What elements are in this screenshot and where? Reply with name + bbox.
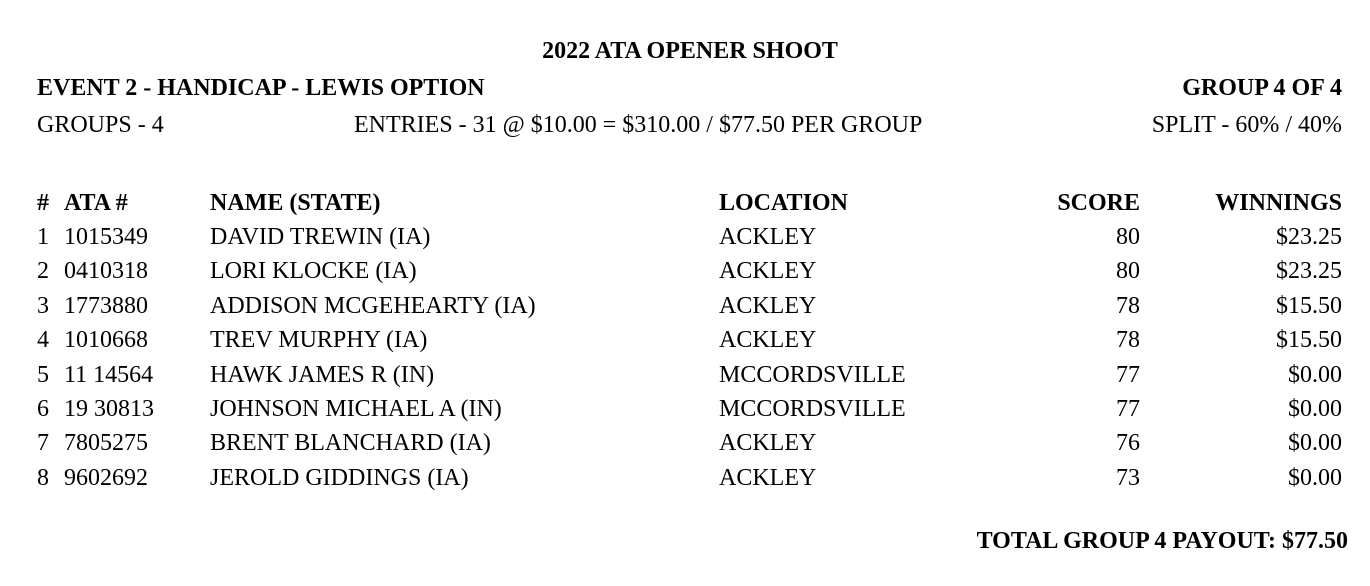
column-header-rank: # xyxy=(37,190,49,216)
table-row xyxy=(37,258,1342,292)
group-indicator: GROUP 4 OF 4 xyxy=(1182,75,1342,101)
column-header-name: NAME (STATE) xyxy=(210,190,381,216)
location-cell: MCCORDSVILLE xyxy=(719,361,906,388)
rank-cell: 3 xyxy=(37,292,49,319)
rank-cell: 2 xyxy=(37,258,49,285)
winnings-cell: $15.50 xyxy=(1276,292,1342,319)
winnings-cell: $0.00 xyxy=(1288,430,1342,457)
table-row xyxy=(37,327,1342,361)
groups-count: GROUPS - 4 xyxy=(37,112,164,138)
winnings-cell: $0.00 xyxy=(1288,464,1342,491)
total-payout: TOTAL GROUP 4 PAYOUT: $77.50 xyxy=(976,528,1348,554)
table-row xyxy=(37,224,1342,258)
name-cell: BRENT BLANCHARD (IA) xyxy=(210,430,491,457)
ata-cell: 1010668 xyxy=(64,327,148,354)
winnings-cell: $0.00 xyxy=(1288,361,1342,388)
location-cell: ACKLEY xyxy=(719,224,817,250)
location-cell: ACKLEY xyxy=(719,430,817,457)
score-cell: 80 xyxy=(1116,224,1140,250)
rank-cell: 1 xyxy=(37,224,49,250)
column-header-score: SCORE xyxy=(1057,190,1140,216)
winnings-cell: $23.25 xyxy=(1276,258,1342,285)
column-header-winnings: WINNINGS xyxy=(1215,190,1342,216)
payout-split: SPLIT - 60% / 40% xyxy=(1151,112,1342,138)
winnings-cell: $0.00 xyxy=(1288,395,1342,422)
winnings-cell: $23.25 xyxy=(1276,224,1342,250)
table-row xyxy=(37,293,1342,327)
ata-cell: 9602692 xyxy=(64,464,148,491)
table-row xyxy=(37,465,1342,499)
document-title: 2022 ATA OPENER SHOOT xyxy=(542,38,838,64)
rank-cell: 7 xyxy=(37,430,49,457)
rank-cell: 8 xyxy=(37,464,49,491)
name-cell: JEROLD GIDDINGS (IA) xyxy=(210,464,469,491)
rank-cell: 5 xyxy=(37,361,49,388)
score-cell: 73 xyxy=(1116,464,1140,491)
ata-cell: 1015349 xyxy=(64,224,148,250)
name-cell: ADDISON MCGEHEARTY (IA) xyxy=(210,292,536,319)
name-cell: JOHNSON MICHAEL A (IN) xyxy=(210,395,502,422)
ata-cell: 19 30813 xyxy=(64,395,154,422)
location-cell: ACKLEY xyxy=(719,464,817,491)
location-cell: ACKLEY xyxy=(719,292,817,319)
location-cell: ACKLEY xyxy=(719,327,817,354)
score-cell: 78 xyxy=(1116,292,1140,319)
location-cell: ACKLEY xyxy=(719,258,817,285)
rank-cell: 6 xyxy=(37,395,49,422)
table-row xyxy=(37,362,1342,396)
column-header-location: LOCATION xyxy=(719,190,848,216)
ata-cell: 7805275 xyxy=(64,430,148,457)
winnings-cell: $15.50 xyxy=(1276,327,1342,354)
score-cell: 77 xyxy=(1116,395,1140,422)
table-row xyxy=(37,396,1342,430)
table-row xyxy=(37,430,1342,464)
entries-summary: ENTRIES - 31 @ $10.00 = $310.00 / $77.50 PER GROUP xyxy=(354,112,923,138)
name-cell: TREV MURPHY (IA) xyxy=(210,327,428,354)
name-cell: DAVID TREWIN (IA) xyxy=(210,224,431,250)
rank-cell: 4 xyxy=(37,327,49,354)
score-cell: 80 xyxy=(1116,258,1140,285)
column-header-ata: ATA # xyxy=(64,190,128,216)
location-cell: MCCORDSVILLE xyxy=(719,395,906,422)
score-cell: 77 xyxy=(1116,361,1140,388)
score-cell: 78 xyxy=(1116,327,1140,354)
score-cell: 76 xyxy=(1116,430,1140,457)
name-cell: HAWK JAMES R (IN) xyxy=(210,361,435,388)
table-header-row xyxy=(37,190,1342,224)
ata-cell: 1773880 xyxy=(64,292,148,319)
event-title: EVENT 2 - HANDICAP - LEWIS OPTION xyxy=(37,75,485,101)
ata-cell: 0410318 xyxy=(64,258,148,285)
name-cell: LORI KLOCKE (IA) xyxy=(210,258,417,285)
results-table xyxy=(37,190,1342,499)
ata-cell: 11 14564 xyxy=(64,361,154,388)
